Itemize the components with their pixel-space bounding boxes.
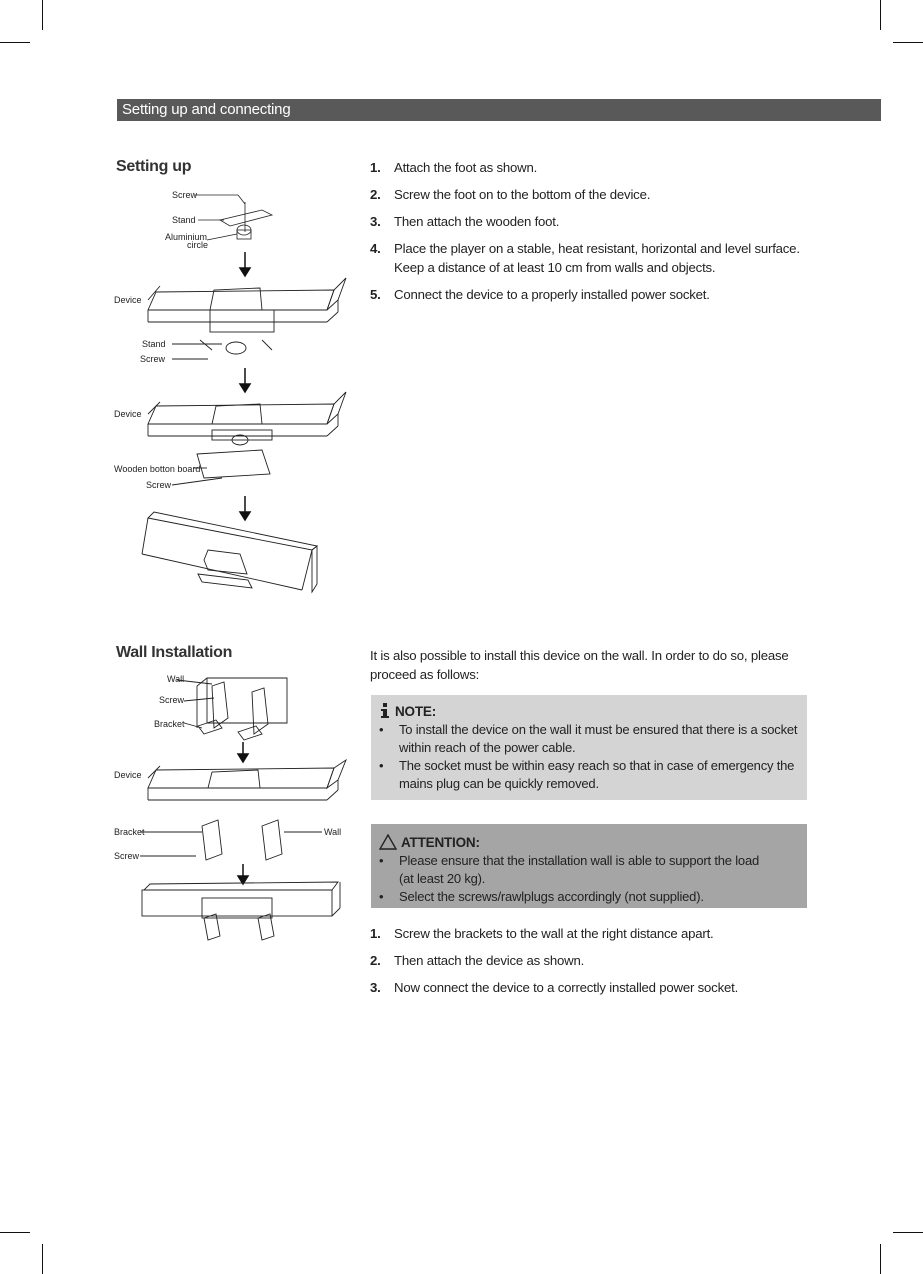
label-circle: circle bbox=[187, 240, 209, 250]
label-screw: Screw bbox=[159, 695, 185, 705]
step-item bbox=[370, 924, 738, 943]
bullet: • bbox=[379, 889, 384, 904]
label-wooden-board: Wooden botton board bbox=[114, 464, 201, 474]
label-device-2: Device bbox=[114, 409, 142, 419]
step-number: 1. bbox=[370, 926, 381, 941]
label-wall-2: Wall bbox=[324, 827, 342, 837]
step-item bbox=[370, 185, 800, 204]
wall-installation-title: Wall Installation bbox=[116, 644, 233, 661]
step-item bbox=[370, 158, 800, 177]
wall-steps bbox=[370, 924, 738, 997]
attention-heading bbox=[379, 832, 799, 852]
note-title: NOTE: bbox=[395, 703, 436, 719]
warning-icon bbox=[379, 834, 397, 850]
label-aluminium: Aluminium bbox=[165, 232, 208, 242]
note-text-line1: To install the device on the wall it must be ensured that there is a socket bbox=[399, 722, 798, 737]
label-screw: Screw bbox=[172, 190, 198, 200]
step-text: Then attach the wooden foot. bbox=[394, 214, 560, 229]
step-item bbox=[370, 285, 800, 304]
step-text: Then attach the device as shown. bbox=[394, 953, 585, 968]
setting-up-diagram bbox=[112, 182, 357, 612]
step-number: 2. bbox=[370, 187, 381, 202]
attention-title: ATTENTION: bbox=[401, 834, 480, 850]
step-text: Attach the foot as shown. bbox=[394, 160, 538, 175]
step-number: 3. bbox=[370, 980, 381, 995]
step-text: Now connect the device to a correctly installed power socket. bbox=[394, 980, 739, 995]
label-screw-2: Screw bbox=[114, 851, 140, 861]
step-item bbox=[370, 978, 738, 997]
note-item bbox=[379, 721, 799, 757]
step-number: 3. bbox=[370, 214, 381, 229]
crop-mark bbox=[42, 1244, 43, 1274]
step-text: Screw the brackets to the wall at the right distance apart. bbox=[394, 926, 714, 941]
step-number: 4. bbox=[370, 241, 381, 256]
label-device: Device bbox=[114, 295, 142, 305]
attention-text-line2: (at least 20 kg). bbox=[399, 871, 486, 886]
setting-up-title: Setting up bbox=[116, 158, 192, 175]
label-bracket: Bracket bbox=[154, 719, 185, 729]
attention-item bbox=[379, 852, 799, 888]
crop-mark bbox=[0, 1232, 30, 1233]
wall-installation-diagram bbox=[112, 668, 357, 943]
step-item bbox=[370, 212, 800, 231]
step-text-continued: Keep a distance of at least 10 cm from walls and objects. bbox=[394, 260, 716, 275]
step-text: Connect the device to a properly installed power socket. bbox=[394, 287, 710, 302]
note-list bbox=[379, 721, 799, 793]
step-item bbox=[370, 239, 800, 277]
note-text-line2: mains plug can be quickly removed. bbox=[399, 776, 599, 791]
step-item bbox=[370, 951, 738, 970]
step-number: 5. bbox=[370, 287, 381, 302]
label-wall: Wall bbox=[167, 674, 185, 684]
crop-mark bbox=[0, 42, 30, 43]
bullet: • bbox=[379, 722, 384, 737]
attention-list bbox=[379, 852, 799, 906]
label-screw-3: Screw bbox=[146, 480, 172, 490]
note-box bbox=[371, 695, 807, 800]
crop-mark bbox=[880, 1244, 881, 1274]
step-number: 2. bbox=[370, 953, 381, 968]
section-header: Setting up and connecting bbox=[117, 99, 881, 121]
attention-text-line1: Please ensure that the installation wall is able to support the load bbox=[399, 853, 760, 868]
crop-mark bbox=[893, 42, 923, 43]
label-stand-2: Stand bbox=[142, 339, 166, 349]
note-item bbox=[379, 757, 799, 793]
note-heading bbox=[379, 701, 799, 721]
step-number: 1. bbox=[370, 160, 381, 175]
crop-mark bbox=[893, 1232, 923, 1233]
attention-box bbox=[371, 824, 807, 908]
label-bracket-2: Bracket bbox=[114, 827, 145, 837]
attention-text-line1: Select the screws/rawlplugs accordingly (not supplied). bbox=[399, 889, 704, 904]
label-stand: Stand bbox=[172, 215, 196, 225]
crop-mark bbox=[42, 0, 43, 30]
crop-mark bbox=[880, 0, 881, 30]
step-text: Place the player on a stable, heat resistant, horizontal and level surface. bbox=[394, 241, 800, 256]
step-text: Screw the foot on to the bottom of the device. bbox=[394, 187, 651, 202]
setting-up-steps bbox=[370, 158, 800, 304]
bullet: • bbox=[379, 853, 384, 868]
note-text-line2: within reach of the power cable. bbox=[399, 740, 576, 755]
bullet: • bbox=[379, 758, 384, 773]
label-screw-2: Screw bbox=[140, 354, 166, 364]
info-icon bbox=[379, 703, 391, 719]
wall-intro-text: It is also possible to install this device on the wall. In order to do so, please proceed as follows: bbox=[370, 648, 789, 682]
note-text-line1: The socket must be within easy reach so that in case of emergency the bbox=[399, 758, 795, 773]
label-device: Device bbox=[114, 770, 142, 780]
attention-item bbox=[379, 888, 799, 906]
